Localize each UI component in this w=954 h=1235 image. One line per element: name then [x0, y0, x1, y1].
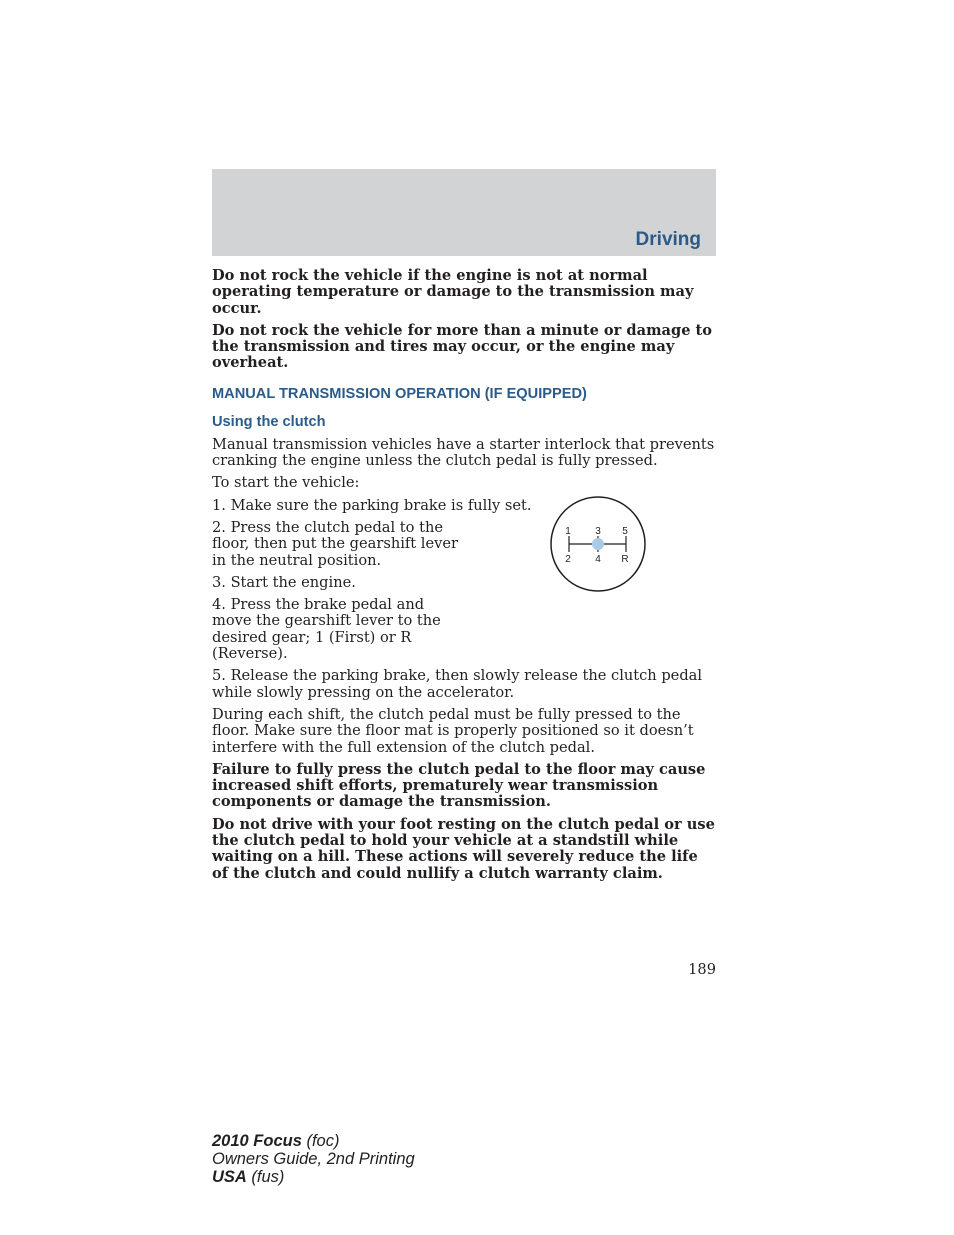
footer-model: 2010 Focus: [212, 1132, 302, 1150]
gear-label-4: 4: [595, 554, 601, 565]
step-4: 4. Press the brake pedal and move the gearshift lever to the desired gear; 1 (First) or R (Reverse).: [212, 596, 441, 663]
shift-note: During each shift, the clutch pedal must be fully pressed to the floor. Make sure the floor mat is properly positioned so it doesn’t interfere with the full extension of the clutch pedal.: [212, 705, 694, 756]
footer-market: USA: [212, 1168, 247, 1186]
section-heading: MANUAL TRANSMISSION OPERATION (IF EQUIPPED): [212, 385, 587, 402]
warning-clutch-rest: Do not drive with your foot resting on the clutch pedal or use the clutch pedal to hold your vehicle at a standstill while waiting on a hill. These actions will severely reduce the life of the clutch and could nullify a clutch warranty claim.: [212, 815, 715, 882]
intro-paragraph: Manual transmission vehicles have a starter interlock that prevents cranking the engine unless the clutch pedal is fully pressed.: [212, 435, 715, 470]
warning-rock-temperature: Do not rock the vehicle if the engine is not at normal operating temperature or damage to the transmission may occur.: [212, 267, 694, 317]
footer-market-code: (fus): [246, 1168, 285, 1186]
gearshift-knob-highlight: [592, 538, 604, 550]
page-number: 189: [688, 961, 716, 978]
gear-label-2: 2: [565, 554, 571, 565]
gear-label-3: 3: [595, 526, 601, 537]
warning-rock-duration: Do not rock the vehicle for more than a minute or damage to the transmission and tires may occur, or the engine may overheat.: [212, 321, 713, 372]
subsection-heading: Using the clutch: [212, 413, 326, 430]
gear-label-r: R: [621, 554, 629, 565]
step-3: 3. Start the engine.: [212, 573, 356, 591]
step-1: 1. Make sure the parking brake is fully set.: [212, 496, 532, 514]
footer-line-2: Owners Guide, 2nd Printing: [212, 1150, 415, 1168]
footer-line-3: [212, 1168, 415, 1186]
page-title: Driving: [635, 229, 701, 250]
gear-label-5: 5: [622, 526, 628, 537]
gear-label-1: 1: [565, 526, 571, 537]
start-label: To start the vehicle:: [212, 474, 360, 492]
footer-line-1: [212, 1132, 415, 1150]
warning-clutch-press: Failure to fully press the clutch pedal to the floor may cause increased shift efforts, prematurely wear transmission components or damage the transmission.: [212, 760, 706, 811]
step-2: 2. Press the clutch pedal to the floor, then put the gearshift lever in the neutral position.: [212, 518, 458, 569]
gearshift-pattern-diagram: [549, 495, 647, 593]
header-band: [212, 169, 716, 256]
footer-info: [212, 1132, 415, 1186]
footer-model-code: (foc): [301, 1132, 340, 1150]
step-5: 5. Release the parking brake, then slowly release the clutch pedal while slowly pressing on the accelerator.: [212, 667, 703, 701]
